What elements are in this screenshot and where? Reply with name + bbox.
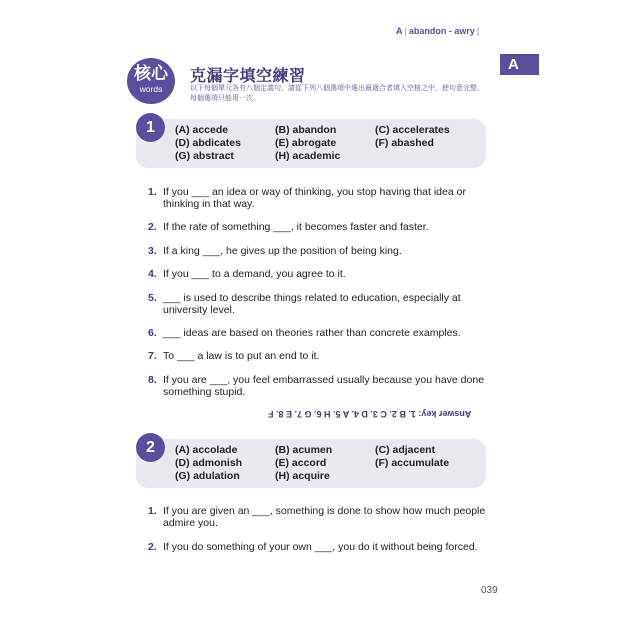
section-instructions: 以下每個單元各有八個定義句，請從下列八個選項中選出最適合者填入空格之中，使句意完整，每個選項只能用一次。 [190,84,484,102]
option: (H) acquire [275,470,330,482]
question-text: If you ___ to a demand, you agree to it. [163,268,346,280]
question-item [148,292,498,316]
question-item [148,268,498,280]
header-word-range: abandon - awry [408,26,475,36]
question-number: 4. [148,268,157,280]
badge-title: 核心 [134,64,168,84]
option: (G) abstract [175,150,234,162]
question-number: 3. [148,245,157,257]
option: (F) abashed [375,137,434,149]
option: (B) acumen [275,444,333,456]
question-text: If a king ___, he gives up the position of being king. [163,245,402,257]
question-text: If you are given an ___, something is done to show how much people admire you. [163,505,486,529]
running-header [396,26,481,36]
question-item [148,186,498,210]
header-section-letter: A [396,26,403,36]
group-number-badge: 2 [136,433,165,462]
option: (E) accord [275,457,327,469]
page-number: 039 [481,585,498,596]
option: (D) abdicates [175,137,241,149]
alphabet-tab: A [500,54,539,75]
question-item [148,541,498,553]
answer-key: Answer key: 1. B 2. C 3. D 4. A 5. H 6. G 7. E 8. F [268,409,472,419]
question-number: 6. [148,327,157,339]
header-divider: | [404,26,407,36]
question-item [148,221,498,233]
option: (G) adulation [175,470,240,482]
question-item [148,350,498,362]
question-text: If the rate of something ___, it becomes faster and faster. [163,221,429,233]
option: (B) abandon [275,124,337,136]
question-text: If you are ___, you feel embarrassed usually because you have done something stupid. [163,374,485,398]
question-number: 1. [148,186,157,198]
question-number: 8. [148,374,157,386]
question-number: 2. [148,541,157,553]
question-number: 2. [148,221,157,233]
option: (D) admonish [175,457,243,469]
core-words-badge [127,58,175,104]
question-number: 5. [148,292,157,304]
group-number-badge: 1 [136,113,165,142]
question-number: 7. [148,350,157,362]
question-text: ___ ideas are based on theories rather than concrete examples. [163,327,461,339]
option: (E) abrogate [275,137,337,149]
question-number: 1. [148,505,157,517]
option: (C) adjacent [375,444,436,456]
option: (A) accede [175,124,229,136]
question-item [148,374,498,398]
badge-subtitle: words [139,84,163,94]
option: (A) accolade [175,444,238,456]
header-divider: | [476,26,480,36]
question-item [148,245,498,257]
question-text: To ___ a law is to put an end to it. [163,350,320,362]
question-item [148,505,498,529]
question-text: ___ is used to describe things related to education, especially at university level. [163,292,461,316]
section-title: 克漏字填空練習 [190,66,306,85]
question-text: If you ___ an idea or way of thinking, you stop having that idea or thinking in that way. [163,186,466,210]
option: (C) accelerates [375,124,450,136]
option: (H) academic [275,150,341,162]
question-item [148,327,498,339]
option: (F) accumulate [375,457,450,469]
question-text: If you do something of your own ___, you do it without being forced. [163,541,478,553]
